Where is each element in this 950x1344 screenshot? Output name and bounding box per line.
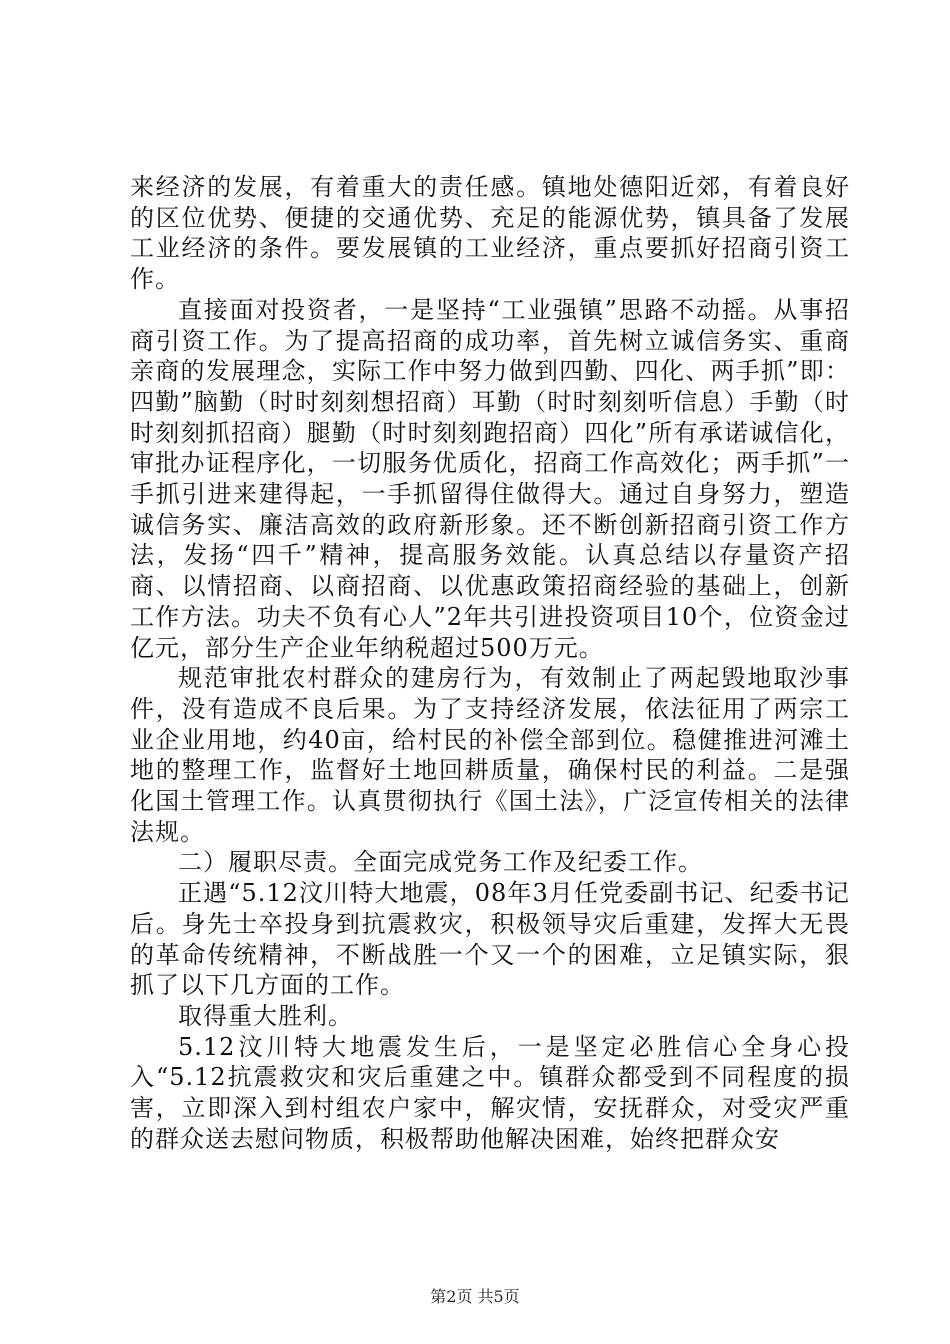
paragraph-5: 正遇“5.12汶川特大地震，08年3月任党委副书记、纪委书记后。身先士卒投身到抗震救灾，积极领导灾后重建，发挥大无畏的革命传统精神，不断战胜一个又一个的困难，立足镇实际，狠抓了以下几方面的工作。: [130, 879, 850, 1000]
document-body: [130, 172, 850, 1155]
paragraph-3: 规范审批农村群众的建房行为，有效制止了两起毁地取沙事件，没有造成不良后果。为了支持经济发展，依法征用了两宗工业企业用地，约40亩，给村民的补偿全部到位。稳健推进河滩土地的整理工作，监督好土地回耕质量，确保村民的利益。二是强化国土管理工作。认真贯彻执行《国土法》，广泛宣传相关的法律法规。: [130, 664, 850, 846]
page-footer: 第2页 共5页: [430, 1287, 520, 1306]
paragraph-2: 直接面对投资者，一是坚持“工业强镇”思路不动摇。从事招商引资工作。为了提高招商的成功率，首先树立诚信务实、重商亲商的发展理念，实际工作中努力做到四勤、四化、两手抓”即：四勤”脑勤（时时刻刻想招商）耳勤（时时刻刻听信息）手勤（时时刻刻抓招商）腿勤（时时刻刻跑招商）四化”所有承诺诚信化，审批办证程序化，一切服务优质化，招商工作高效化；两手抓”一手抓引进来建得起，一手抓留得住做得大。通过自身努力，塑造诚信务实、廉洁高效的政府新形象。还不断创新招商引资工作方法，发扬“四千”精神，提高服务效能。认真总结以存量资产招商、以情招商、以商招商、以优惠政策招商经验的基础上，创新工作方法。功夫不负有心人”2年共引进投资项目10个，位资金过亿元，部分生产企业年纳税超过500万元。: [130, 295, 850, 662]
paragraph-4: 二）履职尽责。全面完成党务工作及纪委工作。: [178, 848, 703, 877]
paragraph-7: 5.12汶川特大地震发生后，一是坚定必胜信心全身心投入“5.12抗震救灾和灾后重建之中。镇群众都受到不同程度的损害，立即深入到村组农户家中，解灾情，安抚群众，对受灾严重的群众送去慰问物质，积极帮助他解决困难，始终把群众安: [130, 1032, 850, 1153]
paragraph-1: 来经济的发展，有着重大的责任感。镇地处德阳近郊，有着良好的区位优势、便捷的交通优势、充足的能源优势，镇具备了发展工业经济的条件。要发展镇的工业经济，重点要抓好招商引资工作。: [130, 173, 850, 294]
paragraph-6: 取得重大胜利。: [178, 1001, 353, 1030]
